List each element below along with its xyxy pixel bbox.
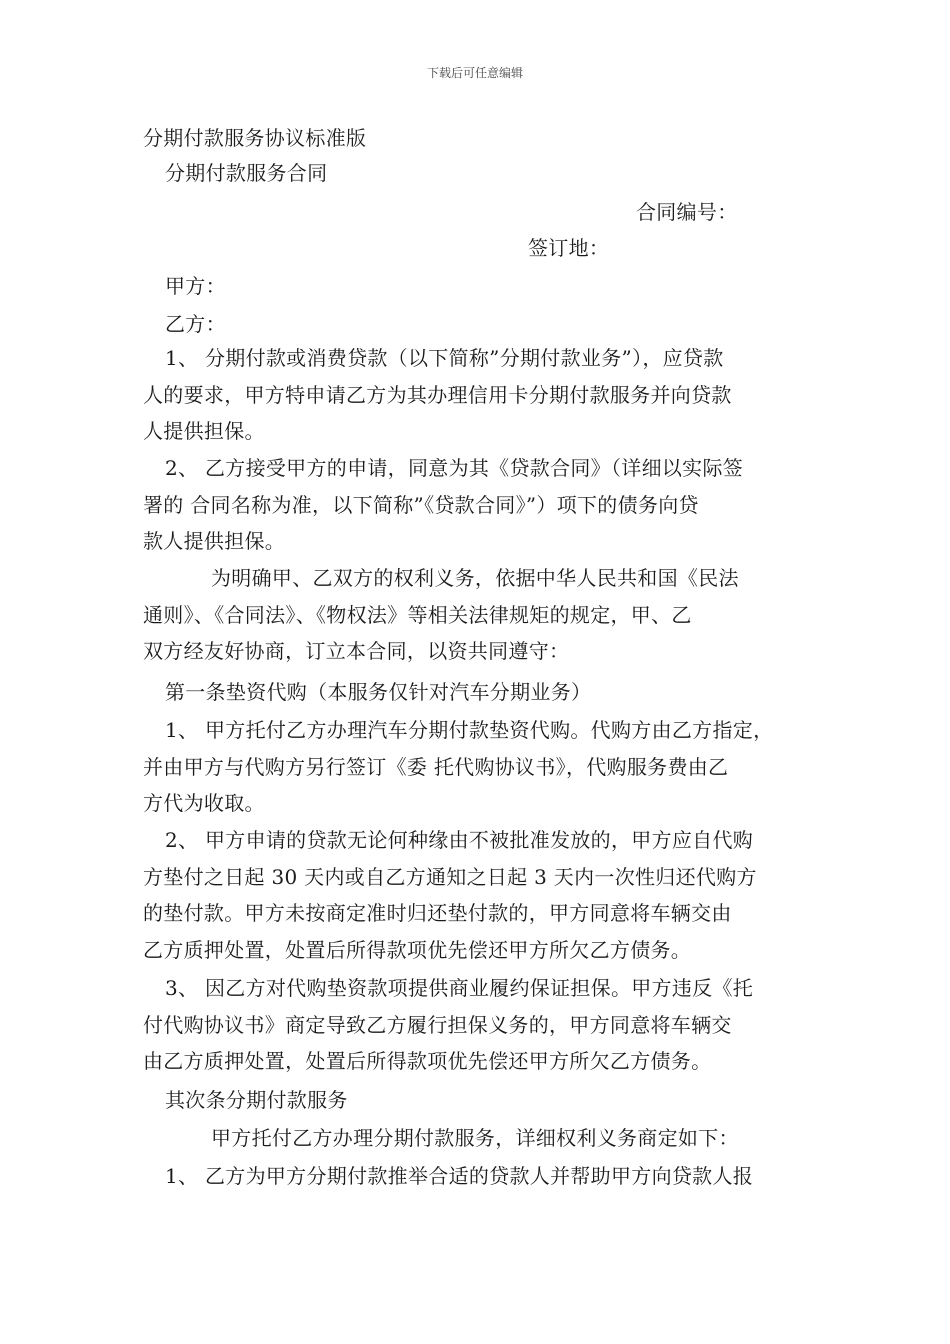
- paragraph-line: 乙方质押处置，处置后所得款项优先偿还甲方所欠乙方债务。: [143, 937, 692, 962]
- article-2-item-1: [143, 1158, 823, 1195]
- doc-title: 分期付款服务协议标准版: [143, 126, 367, 150]
- paragraph-line: 为明确甲、乙双方的权利义务，依据中华人民共和国《民法: [211, 566, 739, 590]
- paragraph-line: 方垫付之日起 30 天内或自乙方通知之日起 3 天内一次性归还代购方: [143, 864, 757, 889]
- paragraph-line: 由乙方质押处置，处置后所得款项优先偿还甲方所欠乙方债务。: [143, 1049, 712, 1073]
- paragraph-line: 甲方托付乙方办理分期付款服务，详细权利义务商定如下：: [211, 1126, 739, 1150]
- party-a-label: 甲方：: [165, 274, 226, 298]
- article-1-heading: [143, 674, 823, 711]
- paragraph-line: 的垫付款。甲方未按商定准时归还垫付款的，甲方同意将车辆交由: [143, 901, 732, 925]
- paragraph-line: 通则》、《合同法》、《物权法》等相关法律规矩的规定，甲、乙: [143, 602, 692, 627]
- paragraph-line: 双方经友好协商，订立本合同，以资共同遵守：: [143, 639, 570, 663]
- contract-number-label: 合同编号：: [636, 200, 738, 224]
- article-1-item-3: [143, 970, 823, 1080]
- paragraph-2: [143, 450, 823, 560]
- contract-title: 分期付款服务合同: [165, 161, 328, 185]
- header-note: 下载后可任意编辑: [426, 66, 523, 80]
- paragraph-line: 人的要求，甲方特申请乙方为其办理信用卡分期付款服务并向贷款: [143, 382, 732, 407]
- party-b-label: 乙方：: [165, 312, 226, 336]
- paragraph-line: 付代购协议书》商定导致乙方履行担保义务的，甲方同意将车辆交: [143, 1012, 732, 1037]
- paragraph-line: 方代为收取。: [143, 791, 265, 815]
- article-1-item-1: [143, 712, 823, 822]
- article-2-heading: [143, 1082, 823, 1119]
- paragraph-line: 2、 乙方接受甲方的申请，同意为其《贷款合同》（详细以实际签: [165, 456, 744, 480]
- paragraph-line: 1、 乙方为甲方分期付款推举合适的贷款人并帮助甲方向贷款人报: [165, 1164, 754, 1188]
- paragraph-line: 1、 分期付款或消费贷款（以下简称”分期付款业务”），应贷款: [165, 346, 724, 370]
- article-2-intro: [143, 1120, 823, 1157]
- sign-place-label: 签订地：: [528, 236, 610, 260]
- paragraph-line: 其次条分期付款服务: [165, 1088, 348, 1112]
- paragraph-line: 1、 甲方托付乙方办理汽车分期付款垫资代购。代购方由乙方指定，: [165, 718, 774, 742]
- paragraph-line: 第一条垫资代购（本服务仅针对汽车分期业务）: [165, 680, 592, 704]
- paragraph-1: [143, 340, 823, 450]
- paragraph-line: 并由甲方与代购方另行签订《委 托代购协议书》，代购服务费由乙: [143, 754, 729, 779]
- paragraph-3: [143, 560, 823, 670]
- paragraph-line: 2、 甲方申请的贷款无论何种缘由不被批准发放的，甲方应自代购: [165, 828, 754, 852]
- paragraph-line: 款人提供担保。: [143, 529, 286, 553]
- paragraph-line: 3、 因乙方对代购垫资款项提供商业履约保证担保。甲方违反《托: [165, 976, 754, 1000]
- paragraph-line: 人提供担保。: [143, 419, 265, 443]
- article-1-item-2: [143, 822, 823, 968]
- paragraph-line: 署的 合同名称为准，以下简称”《贷款合同》”）项下的债务向贷: [143, 492, 699, 517]
